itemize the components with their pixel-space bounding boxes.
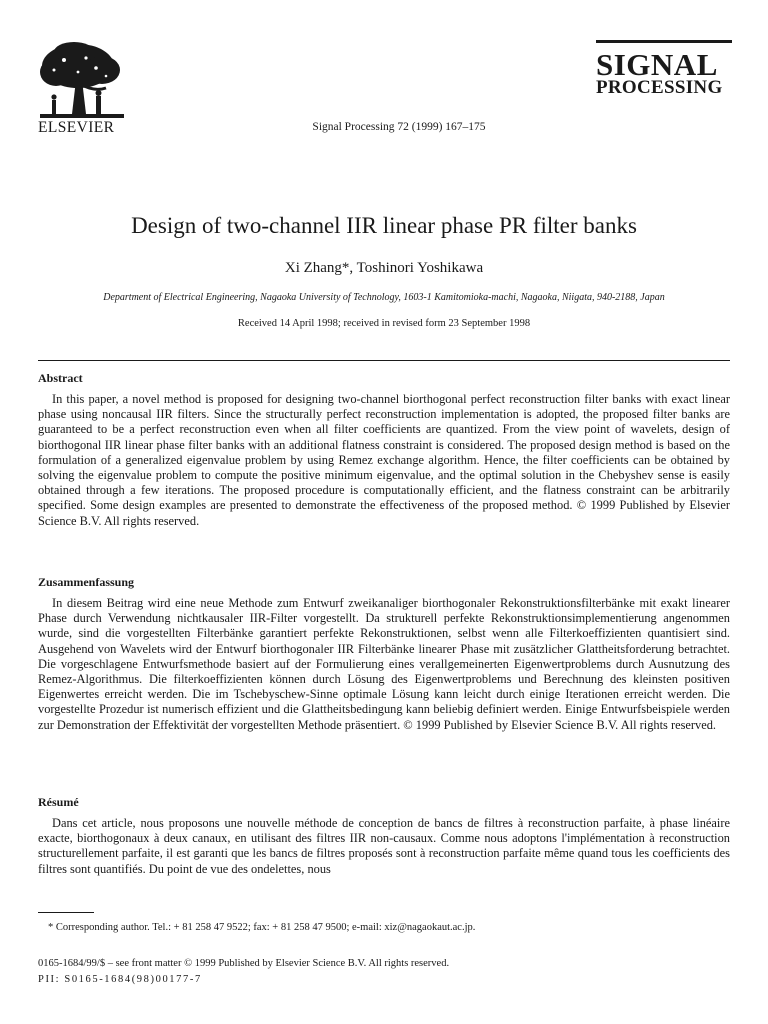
issn-line: 0165-1684/99/$ – see front matter © 1999 Published by Elsevier Science B.V. All rights reserved. — [38, 958, 450, 969]
brand-line-2: PROCESSING — [596, 77, 723, 98]
footnote-rule — [38, 912, 94, 913]
resume-heading: Résumé — [38, 795, 79, 809]
abstract-body: In this paper, a novel method is proposed for designing two-channel biorthogonal perfect reconstruction filter banks with exact linear phase using noncausal IIR filters. Since the structurally perfect reconstruction implementation is adopted, the proposed filter banks are guaranteed to be a perfect reconstruction even when all filter coefficients are quantized. From the view point of wavelets, design of biorthogonal IIR linear phase filter banks with an additional flatness constraint is considered. The proposed design method is based on the formulation of a generalized eigenvalue problem by using Remez exchange algorithm. Hence, the filter coefficients can be obtained by solving the eigenvalue problem to compute the positive minimum eigenvalue, and the optimal solution in the Chebyshev sense is easily obtained through a few iterations. The proposed procedure is computationally efficient, and the flatness constraint can be arbitrarily specified. Some design examples are presented to demonstrate the effectiveness of the proposed method. © 1999 Published by Elsevier Science B.V. All rights reserved. — [38, 392, 730, 528]
received-dates: Received 14 April 1998; received in revised form 23 September 1998 — [237, 318, 531, 329]
corresponding-author-footnote: * Corresponding author. Tel.: + 81 258 47 9522; fax: + 81 258 47 9500; e-mail: xiz@nagaokaut.ac.jp. — [48, 922, 476, 933]
brand-line-1: SIGNAL — [596, 47, 718, 82]
abstract-section — [38, 371, 730, 529]
affiliation: Department of Electrical Engineering, Nagaoka University of Technology, 1603-1 Kamitomioka-machi, Nagaoka, Niigata, 940-2188, Japan — [103, 292, 665, 303]
divider — [38, 360, 730, 361]
article-title: Design of two-channel IIR linear phase PR filter banks — [131, 213, 637, 238]
elsevier-tree-logo-icon — [34, 40, 130, 122]
zusammenfassung-section — [38, 575, 730, 733]
zusammenfassung-body: In diesem Beitrag wird eine neue Methode zum Entwurf zweikanaliger biorthogonaler Rekonstruktionsfilterbänke mit exakt linearer Phase durch Verwendung nichtkausaler IIR-Filter vorgestellt. Da strukturell perfekte Rekonstruktionsimplementierung angenommen wurde, sind die vorgestellten Filterbänke garantiert perfekte Rekonstruktionen, selbst wenn alle Filterkoeffizienten quantisiert sind. Ausgehend von Wavelets wird der Entwurf biorthogonaler IIR Filterbänke linearer Phase mit zusätzlicher Glattheitsforderung betrachtet. Die vorgeschlagene Entwurfsmethode basiert auf der Formulierung eines verallgemeinerten Eigenwertproblems durch Ausnutzung des Remez-Algorithmus. Die filterkoeffizienten können durch Lösung des Eigenwertproblems und Berechnung des kleinsten positiven Eigenwertes erreicht werden. Die im Tschebyschew-Sinne optimale Lösung kann leicht durch einige Iterationen erreicht werden. Die vorgestellte Prozedur ist numerisch effizient und die Glattheitsbedingung kann beliebig definiert werden. Einige Entwurfsbeispiele werden zur Demonstration der Effektivität der vorgestellten Methode präsentiert. © 1999 Published by Elsevier Science B.V. All rights reserved. — [38, 596, 730, 732]
publisher-name: ELSEVIER — [38, 119, 115, 136]
resume-body: Dans cet article, nous proposons une nouvelle méthode de conception de bancs de filtres à reconstruction parfaite, à phase linéaire exacte, biorthogonaux à deux canaux, en utilisant des filtres IIR non-causaux. Comme nous adoptons l'implémentation à reconstruction structurellement parfaite, il est garanti que les bancs de filtres proposés sont à reconstruction parfaite même quand tous les coefficients des filtres sont quantifiés. Du point de vue des ondelettes, nous — [38, 816, 730, 876]
journal-citation: Signal Processing 72 (1999) 167–175 — [312, 121, 486, 133]
abstract-heading: Abstract — [38, 371, 83, 385]
resume-section — [38, 795, 730, 877]
brand-rule — [596, 40, 732, 43]
pii-line: PII: S0165-1684(98)00177-7 — [38, 974, 202, 985]
journal-brand — [596, 40, 732, 98]
zusammenfassung-heading: Zusammenfassung — [38, 575, 135, 589]
authors: Xi Zhang*, Toshinori Yoshikawa — [284, 260, 484, 276]
